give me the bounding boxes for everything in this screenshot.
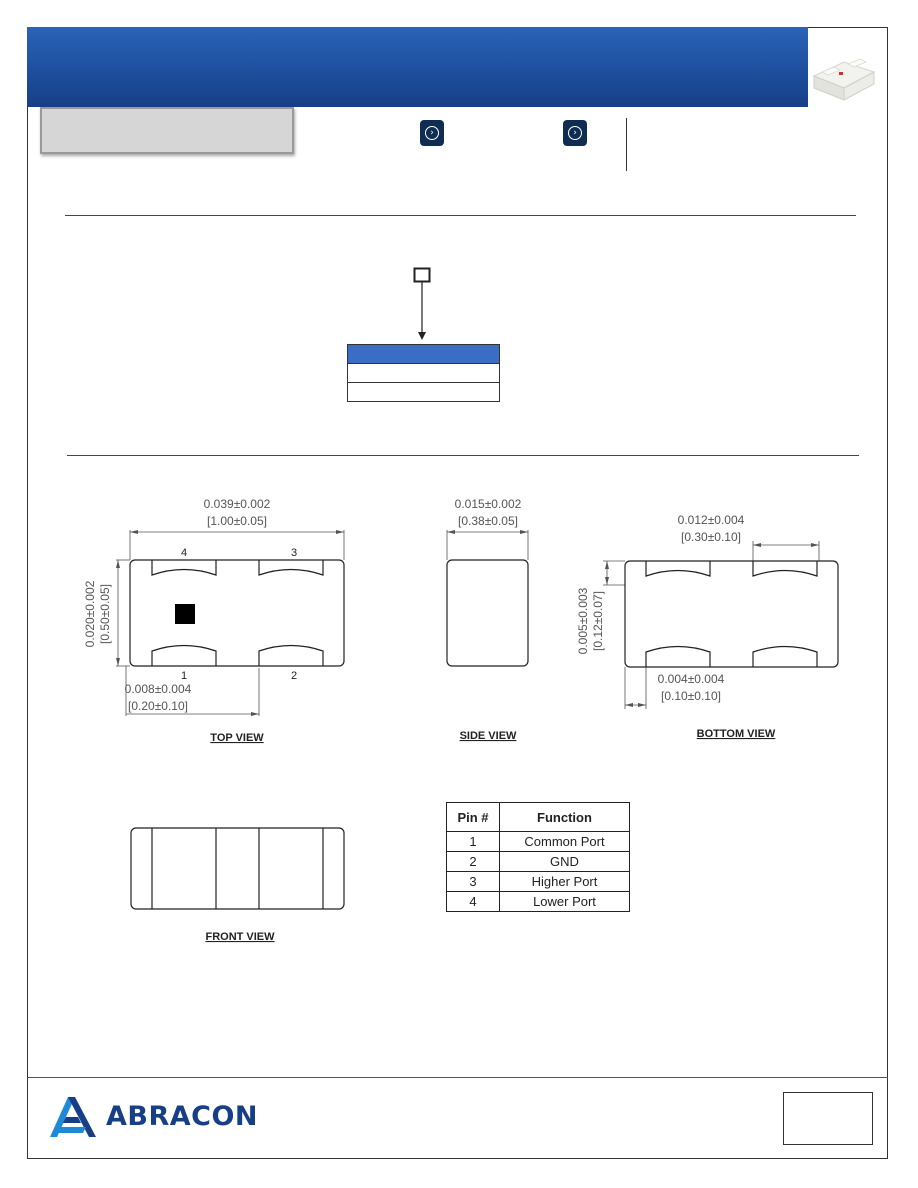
part-code-table [347,344,500,402]
abracon-logo [48,1093,258,1139]
top-view-drawing [78,492,358,752]
top-width-dim: 0.039±0.002 [203,497,271,511]
pin-header: Pin # [447,803,500,832]
part-number-box [40,107,294,154]
code-table-row [348,364,500,383]
nav-button-2[interactable] [563,120,587,146]
pin-function: Common Port [500,832,630,852]
side-view-drawing [430,492,550,752]
bottom-pad-width-dim: 0.012±0.004 [677,513,745,527]
front-view-caption: FRONT VIEW [205,931,275,943]
bottom-view-drawing [575,505,850,750]
section-divider-top [65,215,856,216]
top-height-dim: 0.020±0.002 [83,580,97,648]
pin-number: 3 [447,872,500,892]
bottom-pad-height-dim: 0.005±0.003 [576,587,590,655]
header-divider [626,118,627,171]
pin-number: 4 [447,892,500,912]
pin-label-2: 2 [290,670,298,682]
top-width-dim-mm: [1.00±0.05] [207,514,267,528]
footer-divider [27,1077,888,1078]
nav-button-1[interactable] [420,120,444,146]
pin-function: Lower Port [500,892,630,912]
pin-number: 1 [447,832,500,852]
bottom-pad-height-dim-mm: [0.12±0.07] [591,591,605,651]
chip-image [808,30,880,108]
section-divider-drawings [67,455,859,456]
pin-label-1: 1 [180,670,188,682]
code-table-row [348,383,500,402]
chevron-right-circle-icon: › [568,126,582,140]
header-banner [27,27,808,107]
front-view-drawing [128,825,350,947]
top-view-caption: TOP VIEW [210,732,264,744]
side-view-caption: SIDE VIEW [459,730,517,742]
side-width-dim: 0.015±0.002 [454,497,522,511]
pin-number: 2 [447,852,500,872]
table-row [447,832,630,852]
bottom-edge-dim: 0.004±0.004 [657,672,725,686]
pin-function: GND [500,852,630,872]
bottom-edge-dim-mm: [0.10±0.10] [661,689,721,703]
table-row [447,852,630,872]
abracon-logo-icon [48,1093,98,1139]
pin1-marker [175,604,195,624]
chevron-right-circle-icon: › [425,126,439,140]
pin-label-3: 3 [290,547,298,559]
pin-function-table [446,802,630,912]
product-thumbnail [808,30,880,108]
table-row [447,892,630,912]
table-row [447,872,630,892]
side-width-dim-mm: [0.38±0.05] [458,514,518,528]
pin-function: Higher Port [500,872,630,892]
pin-label-4: 4 [180,547,188,559]
logo-text: ABRACON [106,1100,259,1132]
function-header: Function [500,803,630,832]
top-pad-dim: 0.008±0.004 [124,682,192,696]
top-pad-dim-mm: [0.20±0.10] [128,699,188,713]
bottom-pad-width-dim-mm: [0.30±0.10] [681,530,741,544]
code-table-header [348,345,500,364]
top-height-dim-mm: [0.50±0.05] [98,584,112,644]
marking-pointer [400,262,444,344]
page-number-box [783,1092,873,1145]
bottom-view-caption: BOTTOM VIEW [696,728,776,740]
